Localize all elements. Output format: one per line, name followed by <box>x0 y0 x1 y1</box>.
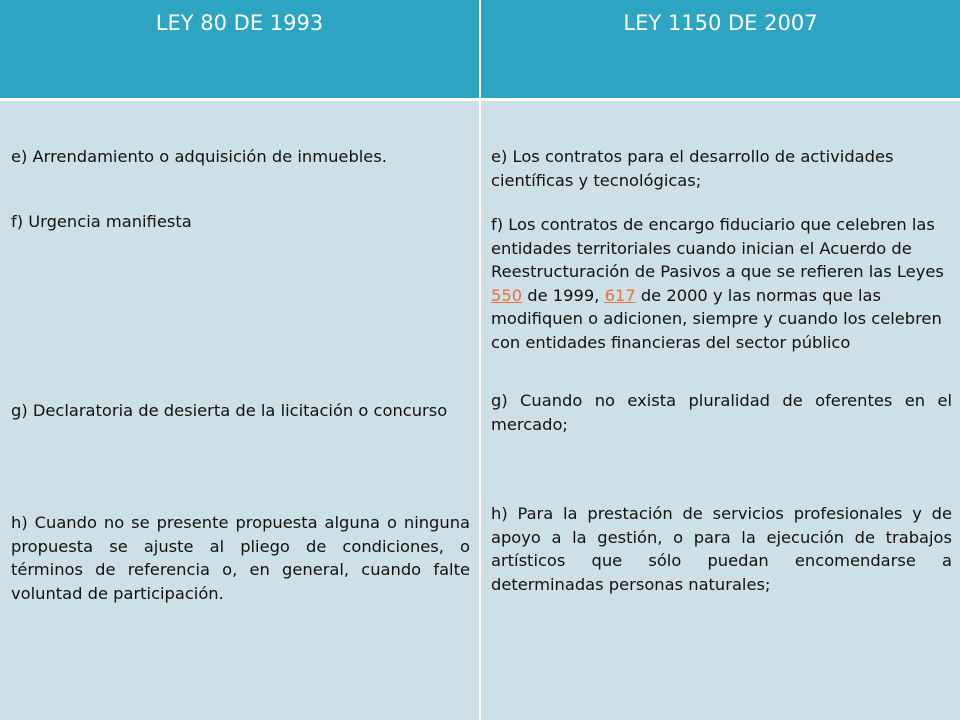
header-ley-1150: LEY 1150 DE 2007 <box>481 0 960 98</box>
right-item-f <box>491 213 952 354</box>
left-column <box>0 101 479 720</box>
ley-550-link[interactable]: 550 <box>491 285 523 305</box>
right-item-h: h) Para la prestación de servicios profesionales y de apoyo a la gestión, o para la ejecución de trabajos artísticos que sólo puedan encomendarse a determinadas personas naturales; <box>491 504 952 594</box>
right-item-e: e) Los contratos para el desarrollo de actividades científicas y tecnológicas; <box>491 147 894 190</box>
left-item-g: g) Declaratoria de desierta de la licitación o concurso <box>11 401 448 420</box>
ley-617-link[interactable]: 617 <box>604 285 636 305</box>
right-item-g: g) Cuando no exista pluralidad de oferentes en el mercado; <box>491 391 952 434</box>
header-ley-80: LEY 80 DE 1993 <box>0 0 479 98</box>
right-item-f-text-3: de 2000 y las normas que las modifiquen o adicionen, siempre y cuando los celebren con entidades financieras del sector público <box>491 285 942 352</box>
right-item-f-text-1: f) Los contratos de encargo fiduciario que celebren las entidades territoriales cuando inician el Acuerdo de Reestructuración de Pasivos a que se refieren las Leyes <box>491 215 944 281</box>
left-item-e: e) Arrendamiento o adquisición de inmuebles. <box>11 147 387 166</box>
left-item-h: h) Cuando no se presente propuesta alguna o ninguna propuesta se ajuste al pliego de condiciones, o términos de referencia o, en general, cuando falte voluntad de participación. <box>11 513 470 603</box>
right-item-f-text-2: de 1999, <box>522 285 605 305</box>
left-item-f: f) Urgencia manifiesta <box>11 212 192 231</box>
right-column <box>481 101 960 720</box>
